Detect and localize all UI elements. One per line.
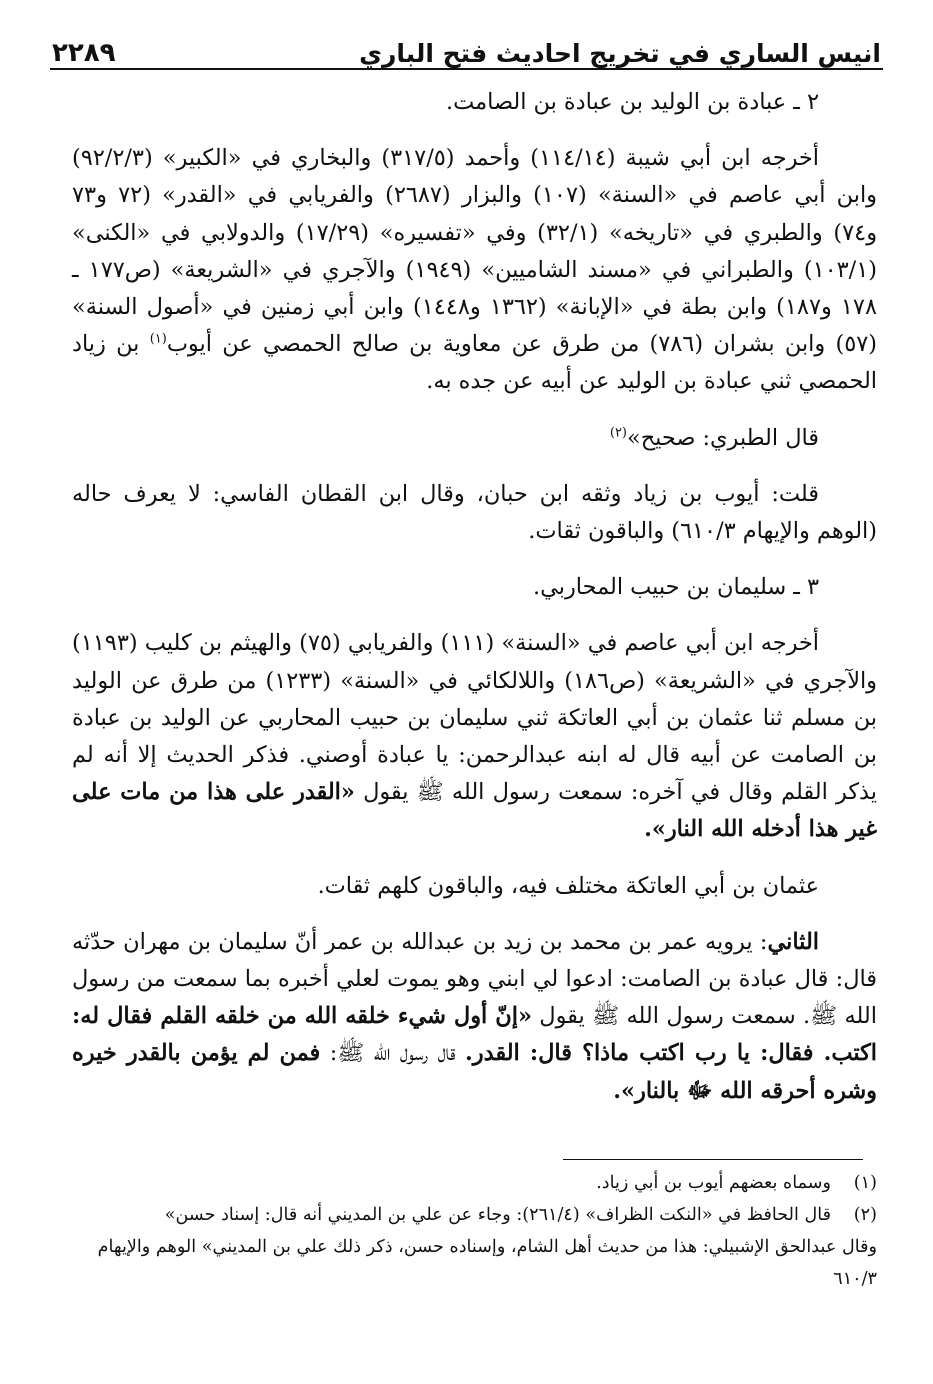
main-text [72,84,877,1129]
section-3-paragraph-1 [72,625,877,848]
footnote-1 [76,1167,877,1199]
section-3-paragraph-2: عثمان بن أبي العاتكة مختلف فيه، والباقون كلهم ثقات. [317,872,819,899]
section-3-heading: ٣ ـ سليمان بن حبيب المحاربي. [532,574,819,601]
section-2-p1-end: بن زياد الحمصي ثني عبادة بن الوليد عن أبيه عن جده به. [72,331,877,395]
footnote-1-number: (١) [853,1173,877,1193]
header-rule [50,68,883,70]
footnotes [76,1167,877,1295]
footnote-2-continuation [76,1231,877,1295]
running-title: انيس الساري في تخريج احاديث فتح الباري [359,39,881,68]
footnote-separator [563,1159,863,1160]
footnote-ref-2[interactable]: (٢) [609,425,627,441]
section-2-p2-text: قال الطبري: صحيح» [627,424,819,451]
footnote-ref-1[interactable]: (١) [149,331,167,347]
second-narration-mid: قال رسول الله ﷺ: [320,1040,466,1067]
second-narration-paragraph [72,924,877,1110]
footnote-1-text: وسماه بعضهم أيوب بن أبي زياد. [596,1173,831,1193]
section-2-heading: ٢ ـ عبادة بن الوليد بن عبادة بن الصامت. [446,89,819,115]
footnote-2 [76,1199,877,1231]
section-2-p1-text: أخرجه ابن أبي شيبة (١١٤/١٤) وأحمد (٣١٧/٥) والبخاري في «الكبير» (٩٢/٢/٣) وابن أبي عاصم في «السنة» (١٠٧) والبزار (٢٦٨٧) والفريابي في «القدر» (٧٢ و٧٣ و٧٤) والطبري في «تاريخه» (٣٢/١) وفي «تفسيره» (١٧/٢٩) والدولابي في «الكنى» (١٠٣/١) والطبراني في «مسند الشاميين» (١٩٤٩) والآجري في «الشريعة» (ص١٧٧ ـ ١٧٨ و١٨٧) وابن بطة في «الإبانة» (١٣٦٢ و١٤٤٨) وابن أبي زمنين في «أصول السنة» (٥٧) وابن بشران (٧٨٦) من طرق عن معاوية بن صالح الحمصي عن أيوب [72,145,878,358]
footnote-2-continuation-text: وقال عبدالحق الإشبيلي: هذا من حديث أهل الشام، وإسناده حسن، ذكر ذلك علي بن المديني» الوهم والإيهام ٦١٠/٣ [97,1237,877,1289]
second-narration-label: الثاني [767,928,819,955]
section-2-paragraph-2 [72,420,877,457]
page-number: ٢٢٨٩ [52,38,116,68]
footnote-2-number: (٢) [853,1205,877,1225]
page-header [52,26,881,68]
second-narration-quote-1: «إنّ أول شيء خلقه الله من خلقه القلم فقال له: اكتب. فقال: يا رب اكتب ماذا؟ قال: القدر. [72,1003,877,1067]
footnote-2-text: قال الحافظ في «النكت الظراف» (٢٦١/٤): وجاء عن علي بن المديني أنه قال: إسناد حسن» [164,1205,831,1225]
second-narration-intro: : يرويه عمر بن محمد بن زيد بن عبدالله بن عمر أنّ سليمان بن مهران حدّثه قال: قال عبادة بن الصامت: ادعوا لي ابني وهو يموت لعلي أخبره بما سمعت من رسول الله ﷺ. سمعت رسول الله ﷺ يقول [72,928,877,1030]
section-2-paragraph-3: قلت: أيوب بن زياد وثقه ابن حبان، وقال ابن القطان الفاسي: لا يعرف حاله (الوهم والإيهام ٦١٠/٣) والباقون ثقات. [72,480,877,545]
section-3-hadith-quote: «القدر على هذا من مات على غير هذا أدخله الله النار». [72,779,877,843]
section-2-paragraph-1 [72,140,877,400]
second-narration-quote-2: فمن لم يؤمن بالقدر خيره وشره أحرقه الله ﷻ بالنار». [72,1040,877,1104]
section-3-p1-text: أخرجه ابن أبي عاصم في «السنة» (١١١) والفريابي (٧٥) والهيثم بن كليب (١١٩٣) والآجري في «الشريعة» (ص١٨٦) واللالكائي في «السنة» (١٢٣٣) من طرق عن الوليد بن مسلم ثنا عثمان بن أبي العاتكة ثني سليمان بن حبيب المحاربي عن الوليد بن عبادة بن الصامت عن أبيه قال له ابنه عبدالرحمن: يا عبادة أوصني. فذكر الحديث إلا أنه لم يذكر القلم وقال في آخره: سمعت رسول الله ﷺ يقول [72,630,877,806]
